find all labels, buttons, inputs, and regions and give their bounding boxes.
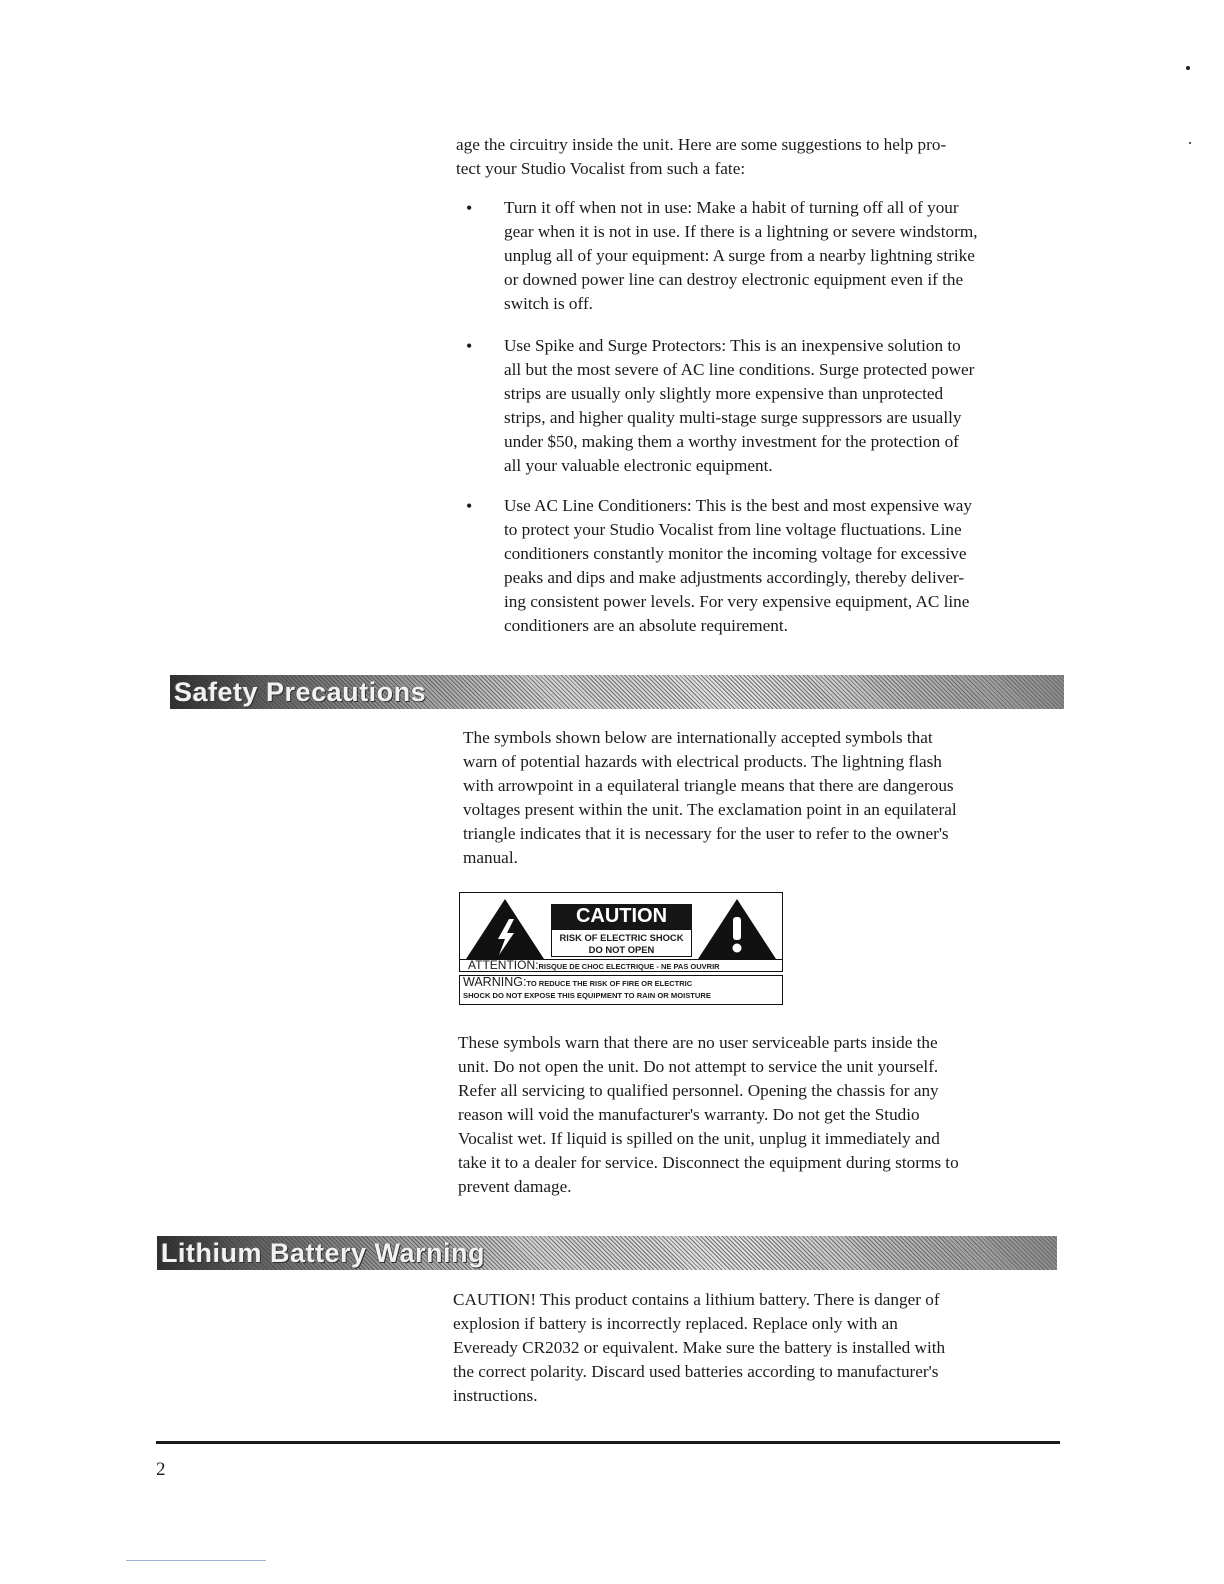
text-line: Vocalist wet. If liquid is spilled on the unit, unplug it immediately and [458,1129,940,1148]
section-banner-lithium [157,1236,1057,1270]
lightning-triangle-icon [464,897,546,961]
text-line: conditioners constantly monitor the incoming voltage for excessive [504,544,967,563]
text-line: conditioners are an absolute requirement. [504,616,788,635]
text-line: Eveready CR2032 or equivalent. Make sure the battery is installed with [453,1338,946,1357]
bullet-icon: • [466,336,473,356]
scan-speck [1189,142,1191,144]
attention-text: RISQUE DE CHOC ELECTRIQUE - NE PAS OUVRIR [538,962,720,971]
text-line: or downed power line can destroy electronic equipment even if the [504,270,964,289]
text-line: The symbols shown below are internationally accepted symbols that [463,728,933,747]
servicing-paragraph [458,1031,1068,1199]
text-line: DO NOT OPEN [588,944,655,955]
text-line: These symbols warn that there are no user serviceable parts inside the [458,1033,938,1052]
warning-line [463,976,782,990]
text-line: switch is off. [504,294,593,313]
text-line: the correct polarity. Discard used batteries according to manufacturer's [453,1362,939,1381]
text-line: unplug all of your equipment: A surge from a nearby lightning strike [504,246,975,265]
text-line: Use AC Line Conditioners: This is the best and most expensive way [504,496,972,515]
text-line: take it to a dealer for service. Disconnect the equipment during storms to [458,1153,959,1172]
text-line: prevent damage. [458,1177,572,1196]
safety-paragraph [463,726,1063,870]
text-line: unit. Do not open the unit. Do not attempt to service the unit yourself. [458,1057,939,1076]
text-line: strips, and higher quality multi-stage surge suppressors are usually [504,408,962,427]
text-line: explosion if battery is incorrectly replaced. Replace only with an [453,1314,898,1333]
text-line: Use Spike and Surge Protectors: This is an inexpensive solution to [504,336,961,355]
text-line: Turn it off when not in use: Make a habit of turning off all of your [504,198,959,217]
text-line: tect your Studio Vocalist from such a fate: [456,159,746,178]
warning-text: TO REDUCE THE RISK OF FIRE OR ELECTRIC [526,979,693,988]
scan-speck [1186,66,1190,70]
caution-subtext [551,929,692,957]
warning-label-text: WARNING: [463,975,527,989]
text-line: to protect your Studio Vocalist from line voltage fluctuations. Line [504,520,962,539]
caution-label [459,892,783,972]
page-number: 2 [156,1459,166,1480]
text-line: Refer all servicing to qualified personnel. Opening the chassis for any [458,1081,939,1100]
bullet-icon: • [466,496,473,516]
text-line: RISK OF ELECTRIC SHOCK [559,932,684,943]
lithium-paragraph [453,1288,1063,1408]
text-line: all your valuable electronic equipment. [504,456,773,475]
text-line: ing consistent power levels. For very expensive equipment, AC line [504,592,970,611]
text-line: reason will void the manufacturer's warranty. Do not get the Studio [458,1105,920,1124]
text-line: with arrowpoint in a equilateral triangle means that there are dangerous [463,776,954,795]
text-line: under $50, making them a worthy investment for the protection of [504,432,959,451]
warning-text-line: SHOCK DO NOT EXPOSE THIS EQUIPMENT TO RAIN OR MOISTURE [463,991,711,1000]
warning-label [459,975,783,1005]
caution-heading: CAUTION [551,904,692,929]
text-line: strips are usually only slightly more expensive than unprotected [504,384,944,403]
text-line: all but the most severe of AC line conditions. Surge protected power [504,360,975,379]
text-line: triangle indicates that it is necessary for the user to refer to the owner's [463,824,949,843]
text-line: instructions. [453,1386,538,1405]
text-line: age the circuitry inside the unit. Here are some suggestions to help pro- [456,135,947,154]
section-banner-safety [170,675,1064,709]
intro-paragraph [456,133,1076,181]
bullet-icon: • [466,198,473,218]
text-line: CAUTION! This product contains a lithium battery. There is danger of [453,1290,940,1309]
text-line: warn of potential hazards with electrical products. The lightning flash [463,752,942,771]
footer-rule [156,1441,1060,1444]
text-line: peaks and dips and make adjustments accordingly, thereby deliver- [504,568,965,587]
section-heading: Lithium Battery Warning [161,1238,486,1268]
scan-artifact-line [126,1560,266,1561]
text-line: manual. [463,848,518,867]
text-line: voltages present within the unit. The exclamation point in an equilateral [463,800,957,819]
text-line: gear when it is not in use. If there is a lightning or severe windstorm, [504,222,978,241]
attention-label: ATTENTION: [468,958,539,972]
exclamation-triangle-icon [696,897,778,961]
section-heading: Safety Precautions [174,677,427,707]
attention-line [460,959,782,971]
